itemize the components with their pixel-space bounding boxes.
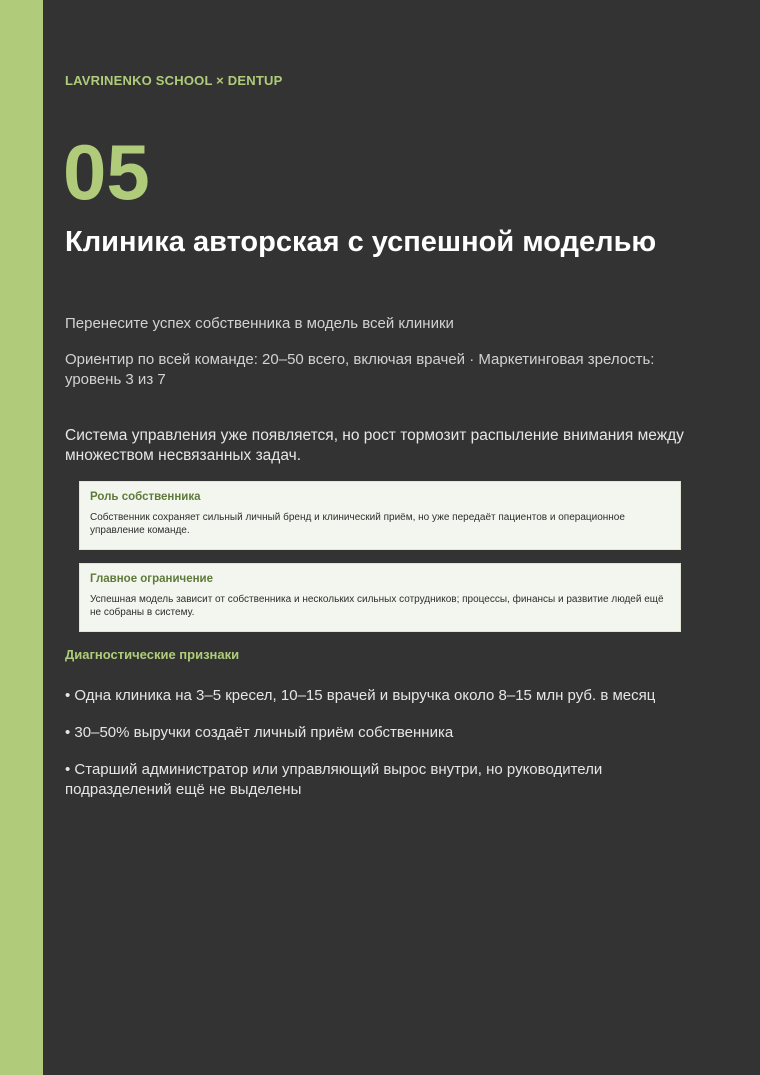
section-number: 05 <box>63 128 150 216</box>
page-subtitle: Перенесите успех собственника в модель всей клиники <box>65 315 454 332</box>
card-title: Роль собственника <box>90 491 201 503</box>
diagnostics-list <box>65 686 705 817</box>
page-title: Клиника авторская с успешной моделью <box>65 226 657 258</box>
list-item: • Одна клиника на 3–5 кресел, 10–15 врачей и выручка около 8–15 млн руб. в месяц <box>65 687 656 704</box>
card-text: Успешная модель зависит от собственника и нескольких сильных сотрудников; процессы, финансы и развитие людей ещё не собраны в систему. <box>90 594 664 618</box>
orientation-text: Ориентир по всей команде: 20–50 всего, включая врачей · Маркетинговая зрелость: уровень 3 из 7 <box>65 351 655 388</box>
diagnostics-heading: Диагностические признаки <box>65 647 240 662</box>
owner-role-card <box>79 481 681 550</box>
card-title: Главное ограничение <box>90 573 214 585</box>
accent-bar <box>0 0 43 1075</box>
intro-text: Система управления уже появляется, но рост тормозит распыление внимания между множеством несвязанных задач. <box>65 427 684 464</box>
list-item: • 30–50% выручки создаёт личный приём собственника <box>65 724 454 741</box>
main-constraint-card <box>79 563 681 632</box>
card-text: Собственник сохраняет сильный личный бренд и клинический приём, но уже передаёт пациентов и операционное управление команде. <box>90 512 625 536</box>
list-item: • Старший администратор или управляющий вырос внутри, но руководители подразделений ещё не выделены <box>65 761 603 798</box>
brand-header: LAVRINENKO SCHOOL × DENTUP <box>65 73 283 88</box>
